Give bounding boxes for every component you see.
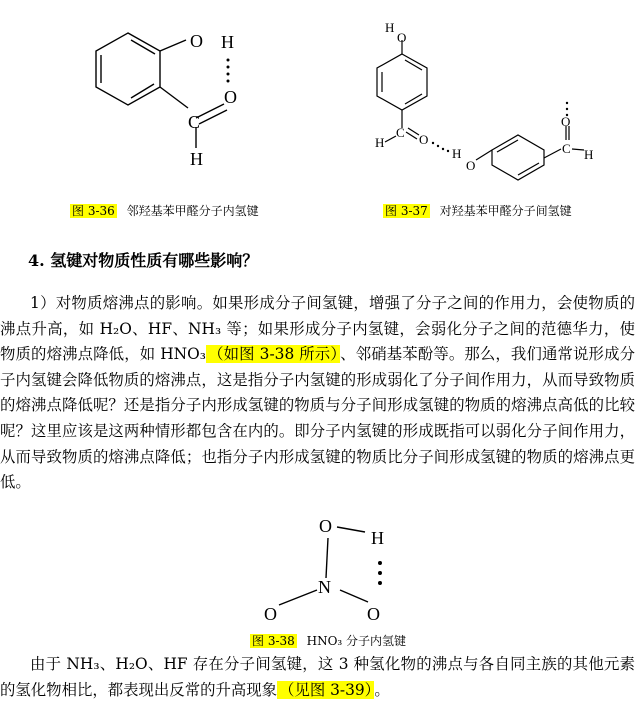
atom-h: H (371, 528, 384, 548)
figure-3-36-number: 图 3-36 (72, 204, 115, 218)
atom-o-left-carbonyl: O (419, 132, 429, 147)
figure-3-38-number: 图 3-38 (252, 634, 295, 648)
atom-h-right: H (584, 147, 594, 162)
atom-c-right: C (562, 141, 571, 156)
atom-h-left: H (375, 135, 385, 150)
figure-3-37-title: 对羟基苯甲醛分子间氢键 (439, 204, 572, 218)
figure-3-36-title: 邻羟基苯甲醛分子内氢键 (126, 204, 259, 218)
atom-c-left: C (396, 125, 405, 140)
atom-o-right-hydroxyl: O (466, 158, 476, 173)
paragraph2-figure-reference: （见图 3-39） (279, 680, 373, 699)
paragraph1-figure-reference: （如图 3-38 所示） (207, 345, 339, 364)
atom-o-right: O (367, 604, 380, 624)
atom-n: N (318, 577, 331, 597)
figure-3-37-number: 图 3-37 (385, 204, 428, 218)
atom-c-carbonyl: C (188, 112, 201, 132)
paragraph2-text-b: 。 (374, 680, 390, 699)
atom-o-top-left: O (397, 30, 407, 45)
figure-3-38-title: HNO₃ 分子内氢键 (306, 634, 407, 648)
atom-o-carbonyl: O (224, 87, 237, 107)
atom-o-right-carbonyl: O (561, 114, 571, 129)
paragraph1-text-b: 、邻硝基苯酚等。那么，我们通常说形成分子内氢键会降低物质的熔沸点，这是指分子内氢键的形成弱化了分子间作用力，从而导致物质的熔沸点降低呢？还是指分子内形成氢键的物质与分子间形成氢键的物质的熔沸点高低的比较呢？这里应该是这两种情形都包含在内的。即分子内氢键的形成既指可以弱化分子间作用力，从而导致物质的熔沸点降低；也指分子内形成氢键的物质比分子间形成氢键的物质的熔沸点更低。 (0, 345, 635, 492)
section-heading: 4. 氢键对物质性质有哪些影响？ (28, 251, 259, 270)
paragraph1-text-a: 1）对物质熔沸点的影响。如果形成分子间氢键，增强了分子之间的作用力，会使物质的沸点升高，如 H₂O、HF、NH₃ 等；如果形成分子内氢键，会弱化分子之间的范德华力，使物质的熔沸点降低，如 HNO₃ (0, 294, 635, 364)
paragraph-hydride-boiling (0, 652, 635, 703)
atom-h-top-left: H (385, 20, 395, 35)
figure-3-38-caption (250, 632, 406, 649)
atom-o-left: O (264, 604, 277, 624)
atom-h-hydroxyl: H (221, 32, 234, 52)
atom-h-aldehyde: H (190, 149, 203, 169)
atom-h-bridge: H (452, 146, 462, 161)
atom-o-top: O (319, 516, 332, 536)
paragraph2-text-a: 由于 NH₃、H₂O、HF 存在分子间氢键，这 3 种氢化物的沸点与各自同主族的其他元素的氢化物相比，都表现出反常的升高现象 (0, 655, 635, 699)
atom-o-hydroxyl: O (190, 31, 203, 51)
